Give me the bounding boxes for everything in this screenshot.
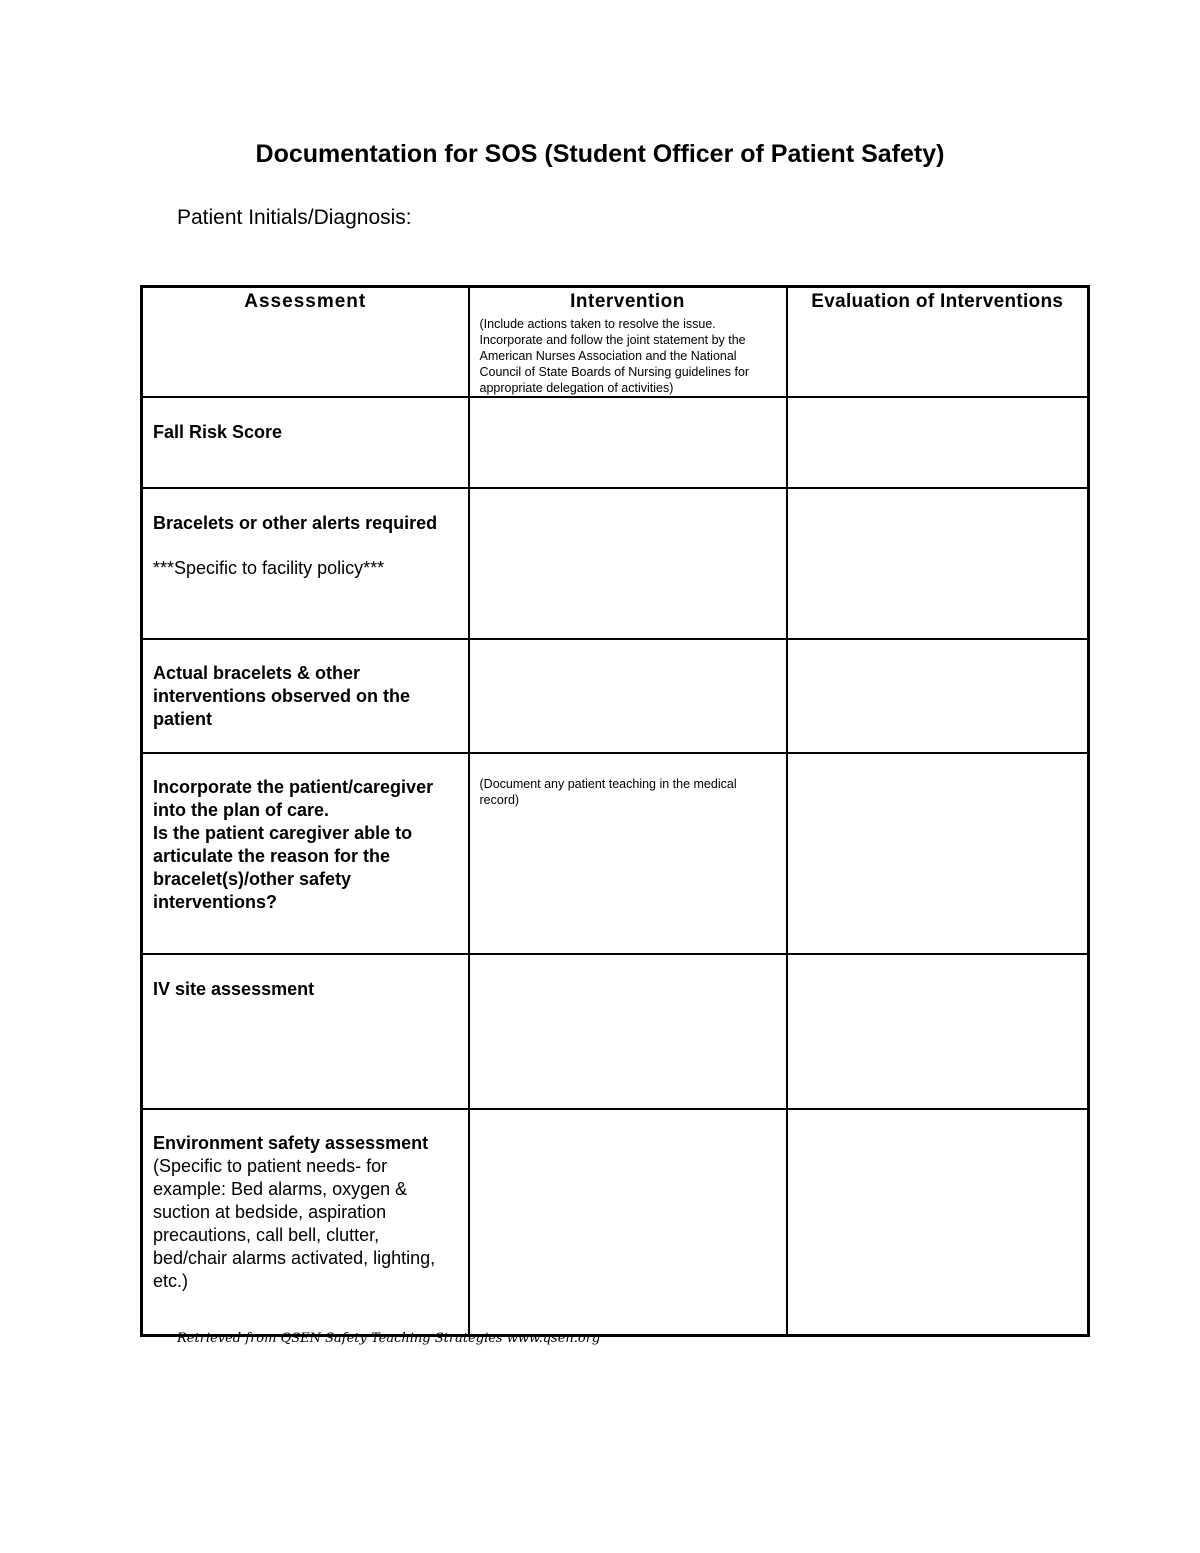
cell-environment-evaluation[interactable] xyxy=(787,1109,1089,1335)
cell-bracelets-intervention[interactable] xyxy=(469,488,787,639)
page-title: Documentation for SOS (Student Officer of Patient Safety) xyxy=(255,140,945,168)
cell-iv-site-evaluation[interactable] xyxy=(787,954,1089,1109)
header-row xyxy=(142,287,1089,398)
environment-note: (Specific to patient needs- for example: Bed alarms, oxygen & suction at bedside, aspiration precautions, call bell, clutter, bed/chair alarms activated, lighting, etc.) xyxy=(153,1156,436,1291)
header-assessment: Assessment xyxy=(142,287,469,398)
cell-bracelets-evaluation[interactable] xyxy=(787,488,1089,639)
cell-actual-bracelets-intervention[interactable] xyxy=(469,639,787,753)
cell-fall-risk: Fall Risk Score xyxy=(142,397,469,488)
cell-environment-intervention[interactable] xyxy=(469,1109,787,1335)
cell-iv-site-intervention[interactable] xyxy=(469,954,787,1109)
facility-policy-note: ***Specific to facility policy*** xyxy=(153,558,385,578)
cell-incorporate-evaluation[interactable] xyxy=(787,753,1089,954)
table-row-environment xyxy=(142,1109,1089,1335)
cell-incorporate-intervention[interactable] xyxy=(469,753,787,954)
table-row-bracelets xyxy=(142,488,1089,639)
table-row-actual-bracelets xyxy=(142,639,1089,753)
header-evaluation: Evaluation of Interventions xyxy=(787,287,1089,398)
cell-environment: Environment safety assessment (Specific to patient needs- for example: Bed alarms, oxygen & suction at bedside, aspiration precautions, call bell, clutter, bed/chair alarms activated, lighting, etc.) xyxy=(142,1109,469,1335)
cell-fall-risk-intervention[interactable] xyxy=(469,397,787,488)
cell-actual-bracelets-evaluation[interactable] xyxy=(787,639,1089,753)
cell-incorporate: Incorporate the patient/caregiver into the plan of care. Is the patient caregiver able to articulate the reason for the bracelet(s)/other safety interventions? xyxy=(142,753,469,954)
source-footer: Retrieved from QSEN Safety Teaching Strategies www.qsen.org xyxy=(177,1331,601,1346)
table-row-fall-risk xyxy=(142,397,1089,488)
document-teaching-note: (Document any patient teaching in the medical record) xyxy=(479,777,737,807)
header-intervention: Intervention (Include actions taken to resolve the issue. Incorporate and follow the joint statement by the American Nurses Association and the National Council of State Boards of Nursing guidelines for appropriate delegation of activities) xyxy=(469,287,787,398)
cell-iv-site: IV site assessment xyxy=(142,954,469,1109)
table-row-incorporate xyxy=(142,753,1089,954)
sos-table xyxy=(140,285,1090,1337)
cell-bracelets: Bracelets or other alerts required ***Specific to facility policy*** xyxy=(142,488,469,639)
intervention-note: (Include actions taken to resolve the issue. Incorporate and follow the joint statement by the American Nurses Association and the National Council of State Boards of Nursing guidelines for appropriate delegation of activities) xyxy=(479,317,750,395)
patient-initials-label: Patient Initials/Diagnosis: xyxy=(177,206,412,229)
table-row-iv-site xyxy=(142,954,1089,1109)
cell-actual-bracelets: Actual bracelets & other interventions observed on the patient xyxy=(142,639,469,753)
cell-fall-risk-evaluation[interactable] xyxy=(787,397,1089,488)
